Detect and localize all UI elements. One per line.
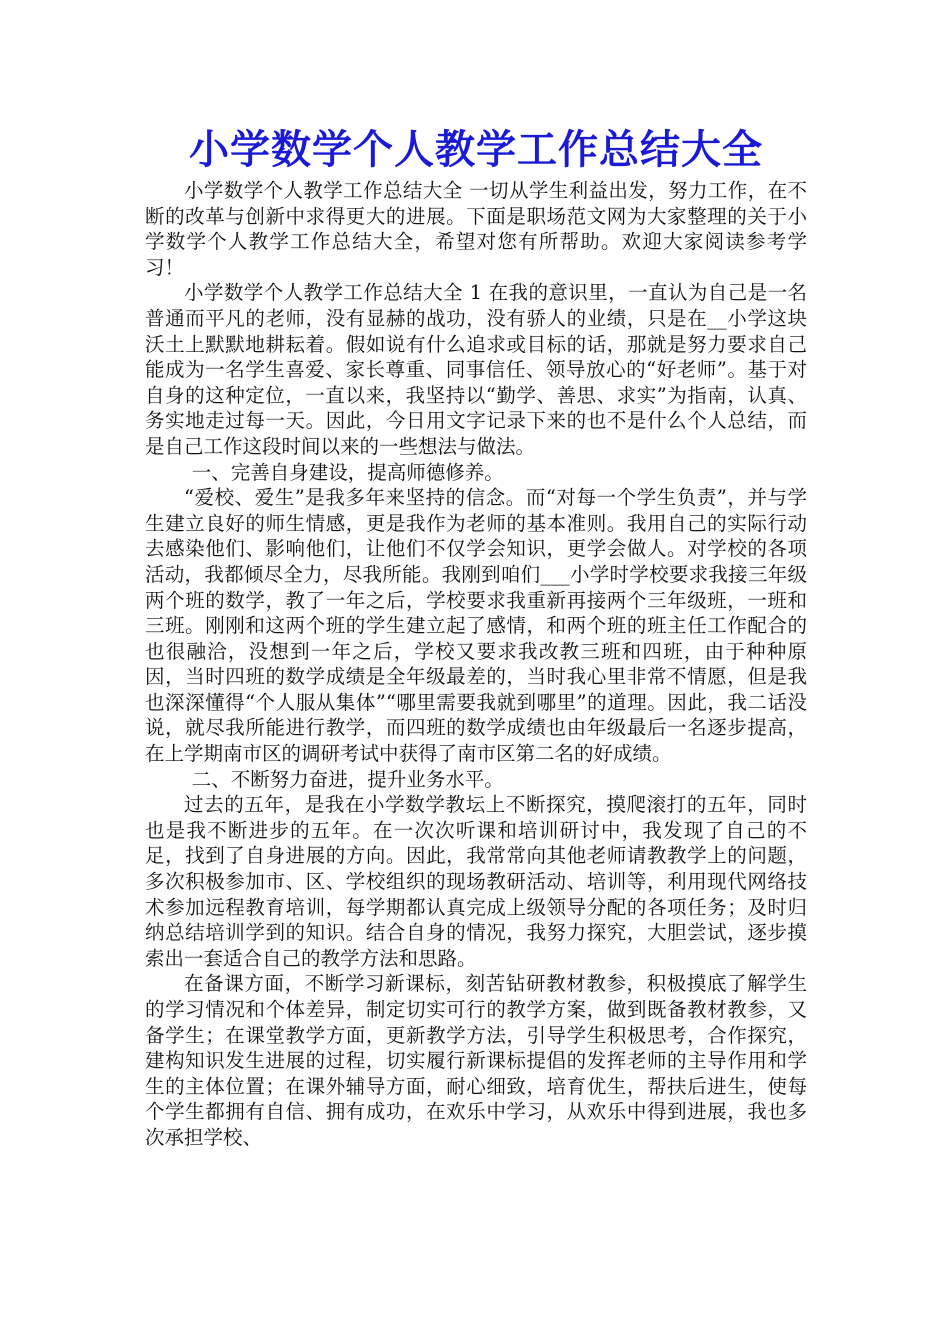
document-page [145,122,807,1151]
summary-paragraph-1: 小学数学个人教学工作总结大全 1 在我的意识里，一直认为自己是一名普通而平凡的老师，没有显赫的战功，没有骄人的业绩，只是在__小学这块沃土上默默地耕耘着。假如说有什么追求或目标的话，那就是努力要求自己能成为一名学生喜爱、家长尊重、同事信任、领导放心的“好老师”。基于对自身的这种定位，一直以来，我坚持以“勤学、善思、求实”为指南，认真、务实地走过每一天。因此，今日用文字记录下来的也不是什么个人总结，而是自己工作这段时间以来的一些想法与做法。 [145,281,807,458]
section-2-paragraph-1: 过去的五年，是我在小学数学教坛上不断探究，摸爬滚打的五年，同时也是我不断进步的五年。在一次次听课和培训研讨中，我发现了自己的不足，找到了自身进展的方向。因此，我常常向其他老师请教教学上的问题，多次积极参加市、区、学校组织的现场教研活动、培训等，利用现代网络技术参加远程教育培训，每学期都认真完成上级领导分配的各项任务；及时归纳总结培训学到的知识。结合自身的情况，我努力探究，大胆尝试，逐步摸索出一套适合自己的教学方法和思路。 [145,793,807,970]
document-title: 小学数学个人教学工作总结大全 [189,127,763,173]
section-2-paragraph-2: 在备课方面，不断学习新课标，刻苦钻研教材教参，积极摸底了解学生的学习情况和个体差异，制定切实可行的教学方案，做到既备教材教参，又备学生；在课堂教学方面，更新教学方法，引导学生积极思考，合作探究，建构知识发生进展的过程，切实履行新课标提倡的发挥老师的主导作用和学生的主体位置；在课外辅导方面，耐心细致，培育优生，帮扶后进生，使每个学生都拥有自信、拥有成功，在欢乐中学习，从欢乐中得到进展，我也多次承担学校、 [145,972,807,1149]
section-heading-1: 一、完善自身建设，提高师德修养。 [191,460,504,484]
intro-paragraph: 小学数学个人教学工作总结大全 一切从学生利益出发，努力工作，在不断的改革与创新中求得更大的进展。下面是职场范文网为大家整理的关于小学数学个人教学工作总结大全，希望对您有所帮助。欢迎大家阅读参考学习！ [145,179,807,279]
section-heading-2: 二、不断努力奋进，提升业务水平。 [191,767,504,791]
section-1-paragraph: “爱校、爱生”是我多年来坚持的信念。而“对每一个学生负责”，并与学生建立良好的师生情感，更是我作为老师的基本准则。我用自己的实际行动去感染他们、影响他们，让他们不仅学会知识，更学会做人。对学校的各项活动，我都倾尽全力，尽我所能。我刚到咱们___小学时学校要求我接三年级两个班的数学，教了一年之后，学校要求我重新再接两个三年级班，一班和三班。刚刚和这两个班的学生建立起了感情，和两个班的班主任工作配合的也很融洽，没想到一年之后，学校又要求我改教三班和四班，由于种种原因，当时四班的数学成绩是全年级最差的，当时我心里非常不情愿，但是我也深深懂得“个人服从集体”“哪里需要我就到哪里”的道理。因此，我二话没说，就尽我所能进行教学，而四班的数学成绩也由年级最后一名逐步提高，在上学期南市区的调研考试中获得了南市区第二名的好成绩。 [145,486,807,766]
